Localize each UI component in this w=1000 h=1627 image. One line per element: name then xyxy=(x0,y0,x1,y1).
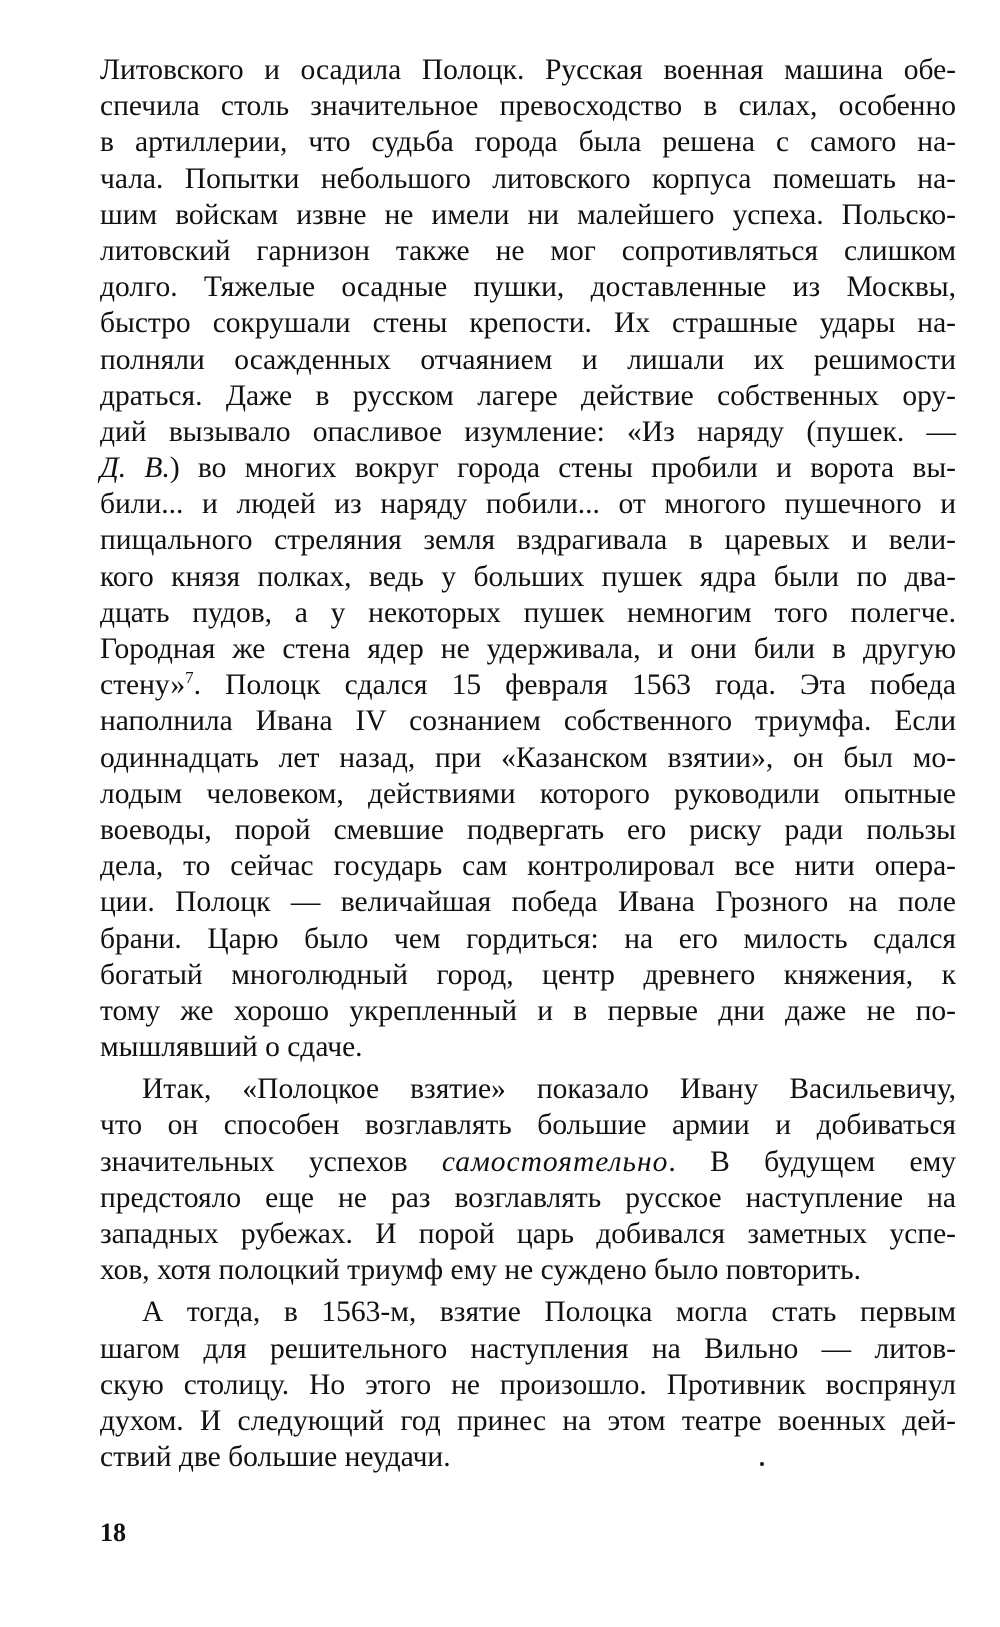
page-number: 18 xyxy=(100,1518,126,1547)
text-line: предстояло еще не раз возглавлять русское наступление на xyxy=(100,1181,956,1214)
text-line xyxy=(100,667,956,703)
text-line: дела, то сейчас государь сам контролировал все нити опера- xyxy=(100,850,956,883)
text-line xyxy=(100,450,956,486)
text-line: ствий две большие неудачи. xyxy=(100,1441,451,1474)
text-line: лодым человеком, действиями которого руководили опытные xyxy=(100,777,956,810)
text-line: спечила столь значительное превосходство в силах, особенно xyxy=(100,90,956,123)
text-line: что он способен возглавлять большие армии и добиваться xyxy=(100,1109,956,1142)
text-line: брани. Царю было чем гордиться: на его милость сдался xyxy=(100,922,956,955)
text-line: Городная же стена ядер не удерживала, и они били в другую xyxy=(100,633,956,665)
page-body-text xyxy=(100,52,956,1475)
text-fragment: . В будущем ему xyxy=(668,1145,956,1178)
text-line: били... и людей из наряду побили... от многого пушечного и xyxy=(100,488,956,521)
text-line: одиннадцать лет назад, при «Казанском взятии», он был мо- xyxy=(100,741,956,774)
text-line: чала. Попытки небольшого литовского корпуса помешать на- xyxy=(100,162,956,195)
text-line xyxy=(100,1144,956,1180)
text-line: Литовского и осадила Полоцк. Русская военная машина обе- xyxy=(100,54,956,86)
text-line: долго. Тяжелые осадные пушки, доставленные из Москвы, xyxy=(100,271,956,304)
text-line: шим войскам извне не имели ни малейшего успеха. Польско- xyxy=(100,198,956,231)
text-line: наполнила Ивана IV сознанием собственного триумфа. Если xyxy=(100,705,956,738)
text-line: западных рубежах. И порой царь добивался заметных успе- xyxy=(100,1218,956,1250)
footnote-reference: 7 xyxy=(185,668,194,688)
text-line: пищального стреляния земля вздрагивала в царевых и вели- xyxy=(100,524,956,557)
text-line: ции. Полоцк — величайшая победа Ивана Грозного на поле xyxy=(100,886,956,919)
text-line: тому же хорошо укрепленный и в первые дни даже не по- xyxy=(100,994,956,1027)
text-line: кого князя полках, ведь у больших пушек ядра были по два- xyxy=(100,560,956,593)
text-line: воеводы, порой смевшие подвергать его риску ради пользы xyxy=(100,813,956,846)
text-line: мышлявший о сдаче. xyxy=(100,1031,363,1064)
text-line: драться. Даже в русском лагере действие собственных ору- xyxy=(100,379,956,412)
text-line: духом. И следующий год принес на этом театре военных дей- xyxy=(100,1404,956,1437)
print-speck xyxy=(760,1462,764,1466)
text-line: скую столицу. Но этого не произошло. Противник воспрянул xyxy=(100,1368,956,1401)
author-initials: Д. В. xyxy=(100,452,170,485)
text-line: богатый многолюдный город, центр древнего княжения, к xyxy=(100,958,956,991)
text-fragment: ) во многих вокруг города стены пробили и ворота вы- xyxy=(169,452,956,485)
text-line: в артиллерии, что судьба города была решена с самого на- xyxy=(100,126,956,159)
text-line: дий вызывало опасливое изумление: «Из наряду (пушек. — xyxy=(100,415,956,448)
text-line: дцать пудов, а у некоторых пушек немногим того полегче. xyxy=(100,596,956,629)
text-line: шагом для решительного наступления на Вильно — литов- xyxy=(100,1332,956,1365)
text-line: хов, хотя полоцкий триумф ему не суждено было повторить. xyxy=(100,1254,862,1287)
text-line: А тогда, в 1563-м, взятие Полоцка могла стать первым xyxy=(142,1296,956,1329)
emphasized-word: самостоятельно xyxy=(441,1145,669,1178)
text-line: полняли осажденных отчаянием и лишали их решимости xyxy=(100,343,956,376)
text-line: быстро сокрушали стены крепости. Их страшные удары на- xyxy=(100,307,956,340)
text-line: Итак, «Полоцкое взятие» показало Ивану Васильевичу, xyxy=(142,1073,956,1106)
text-line: литовский гарнизон также не мог сопротивляться слишком xyxy=(100,234,956,267)
text-fragment: . Полоцк сдался 15 февраля 1563 года. Эта победа xyxy=(193,669,956,702)
text-fragment: значительных успехов xyxy=(100,1145,442,1178)
text-fragment: стену» xyxy=(100,669,186,702)
